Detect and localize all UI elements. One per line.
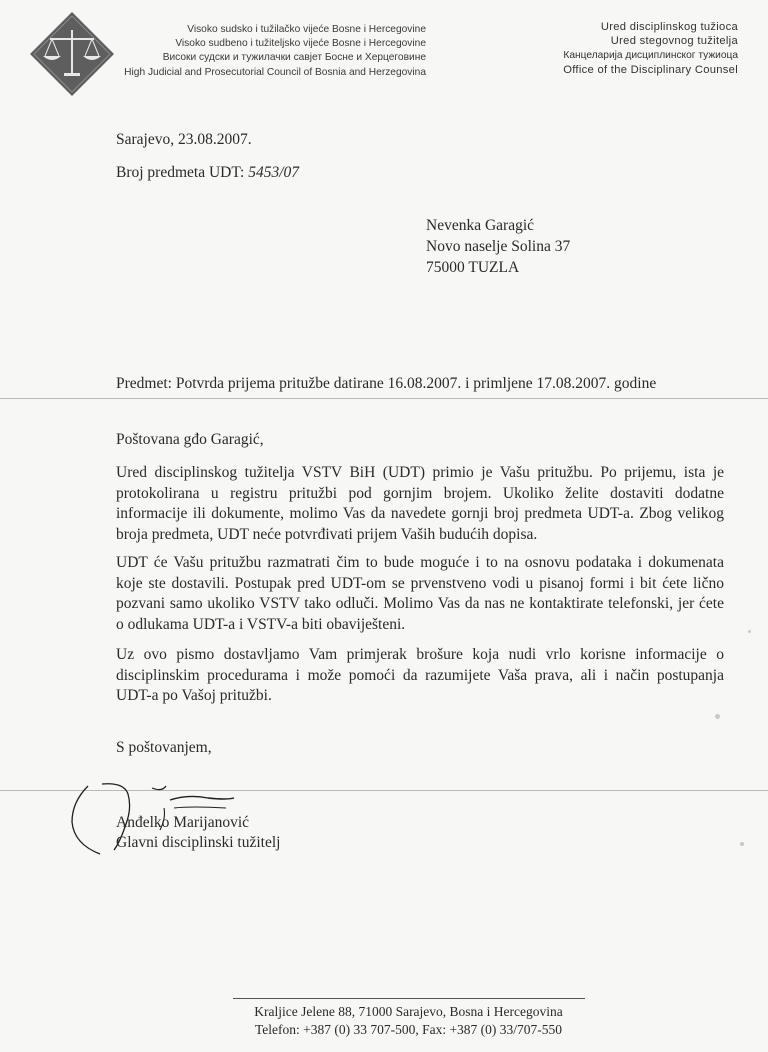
body-line: pozvani samo ukoliko VSTV tako odluči. Molimo Vas da nas ne kontaktirate telefonski, jer ćete — [116, 595, 724, 612]
office-name-line: Ured stegovnog tužitelja — [610, 35, 738, 48]
recipient-city: 75000 TUZLA — [426, 259, 520, 276]
council-name-line: Visoko sudsko i tužilačko vijeće Bosne i Hercegovine — [187, 24, 426, 35]
office-name-block — [520, 20, 738, 77]
body-line: broja predmeta, UDT neće potvrđivati prijem Vaših budućih dopisa. — [116, 525, 538, 543]
closing: S poštovanjem, — [116, 739, 212, 756]
body-line: UDT će Vašu pritužbu razmatrati čim to bude moguće i to na osnovu podataka i dokumenata — [116, 554, 724, 571]
body-paragraph — [116, 463, 724, 545]
council-name-block — [116, 23, 426, 80]
footer-address: Kraljice Jelene 88, 71000 Sarajevo, Bosna i Hercegovina — [254, 1004, 563, 1019]
council-name-line: Високи судски и тужилачки савјет Босне и Херцеговине — [162, 52, 426, 64]
recipient-name: Nevenka Garagić — [426, 217, 535, 234]
body-line: koje ste dostavili. Postupak pred UDT-om se prvenstveno vodi u pisanoj formi i bit ćete lično — [116, 574, 724, 592]
body-line: Uz ovo pismo dostavljamo Vam primjerak brošure koja nudi vrlo korisne informacije o — [116, 646, 724, 663]
footer-contact-block — [236, 1003, 581, 1039]
council-name-line: High Judicial and Prosecutorial Council of Bosnia and Herzegovina — [124, 66, 426, 78]
body-paragraph — [116, 645, 724, 707]
signer-title: Glavni disciplinski tužitelj — [116, 834, 281, 851]
office-name-line: Канцеларија дисциплинског тужиоца — [563, 49, 738, 61]
salutation: Poštovana gđo Garagić, — [116, 431, 264, 448]
body-line: informacije ili dokumente, molimo Vas da navedete gornji broj predmeta UDT-a. Zbog velikog — [116, 505, 724, 522]
paper-fold-line — [0, 398, 768, 399]
scan-speck — [740, 842, 744, 846]
scan-speck — [715, 714, 720, 719]
case-number: 5453/07 — [248, 164, 300, 181]
letter-date: Sarajevo, 23.08.2007. — [116, 131, 252, 148]
council-scales-logo-icon — [30, 12, 114, 96]
subject-line: Predmet: Potvrda prijema pritužbe datirane 16.08.2007. i primljene 17.08.2007. godine — [116, 375, 657, 392]
office-name-line: Office of the Disciplinary Counsel — [563, 63, 738, 76]
body-paragraph — [116, 553, 724, 635]
body-line: Ured disciplinskog tužitelja VSTV BiH (UDT) primio je Vašu pritužbu. Po prijemu, ista je — [116, 464, 724, 481]
case-reference — [116, 163, 299, 183]
council-name-line: Visoko sudbeno i tužiteljsko vijeće Bosne i Hercegovine — [175, 38, 426, 50]
body-line: o odlukama UDT-a i VSTV-a biti obaviješteni. — [116, 615, 406, 633]
body-line: protokolirana u registru pritužbi pod gornjim brojem. Ukoliko želite dostaviti dodatne — [116, 484, 724, 502]
body-line: UDT-a po Vašoj pritužbi. — [116, 687, 272, 704]
footer-phone-fax: Telefon: +387 (0) 33 707-500, Fax: +387 (0) 33/707-550 — [254, 1022, 563, 1037]
footer-divider — [233, 998, 585, 999]
signer-name: Anđelko Marijanović — [116, 814, 250, 831]
recipient-street: Novo naselje Solina 37 — [426, 238, 571, 255]
body-line: disciplinskim procedurama i može pomoći da razumijete Vaša prava, ali i način postupanja — [116, 666, 724, 684]
case-label: Broj predmeta UDT: — [116, 164, 245, 181]
scan-speck — [748, 630, 751, 633]
office-name-line: Ured disciplinskog tužioca — [600, 21, 738, 33]
